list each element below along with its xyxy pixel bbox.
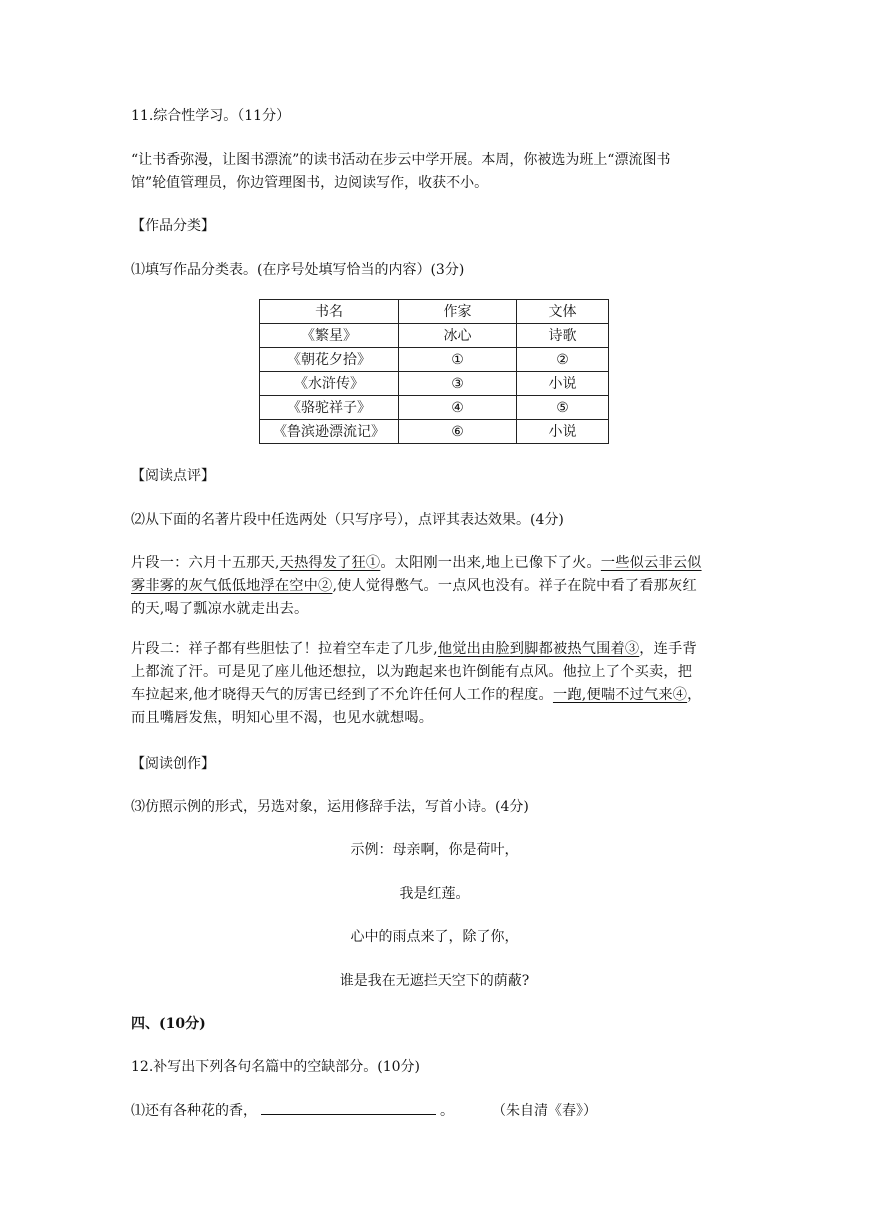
frag2-text: 上都流了汗。可是见了座儿他还想拉，以为跑起来也许倒能有点风。他拉上了个买卖，把 [131, 664, 693, 680]
table-cell: 小说 [517, 420, 609, 444]
header-cell: 书名 [260, 300, 399, 324]
section-classification: 【作品分类】 [131, 218, 215, 234]
poem-line: 我是红莲。 [399, 886, 470, 902]
fragment-two [131, 638, 741, 730]
section-reading-review: 【阅读点评】 [131, 468, 215, 484]
table-cell: ⑥ [399, 420, 517, 444]
item1-period: 。 [440, 1103, 454, 1119]
section-reading-creation: 【阅读创作】 [131, 756, 215, 772]
frag1-underline-2a: 一些似云非云似 [600, 555, 702, 571]
table-row [260, 372, 609, 396]
table-cell: 《鲁滨逊漂流记》 [260, 420, 399, 444]
table-row [260, 420, 609, 444]
table-cell: 小说 [517, 372, 609, 396]
table-cell: 《骆驼祥子》 [260, 396, 399, 420]
poem-line: 谁是我在无遮拦天空下的荫蔽? [339, 973, 530, 989]
table-row [260, 348, 609, 372]
frag1-text: 。太阳刚一出来,地上已像下了火。 [380, 555, 601, 571]
frag2-text: 片段二：祥子都有些胆怯了！拉着空车走了几步, [131, 641, 438, 657]
table-row [260, 324, 609, 348]
table-cell: ③ [399, 372, 517, 396]
fragment-one [131, 552, 741, 621]
table-cell: ⑤ [517, 396, 609, 420]
task3-instruction: ⑶仿照示例的形式，另选对象，运用修辞手法，写首小诗。(4分) [131, 799, 529, 815]
table-cell: 《繁星》 [260, 324, 399, 348]
frag1-underline-2b: 雾非雾的灰气低低地浮在空中② [131, 578, 333, 594]
poem-line: 心中的雨点来了，除了你， [350, 929, 519, 945]
classification-table [259, 299, 609, 444]
table-cell: 《水浒传》 [260, 372, 399, 396]
task2-instruction: ⑵从下面的名著片段中任选两处（只写序号），点评其表达效果。(4分) [131, 512, 564, 528]
table-cell: ④ [399, 396, 517, 420]
frag1-underline-1: 天热得发了狂① [279, 555, 381, 571]
q12-item1 [131, 1100, 597, 1121]
table-cell: ① [399, 348, 517, 372]
table-cell: 冰心 [399, 324, 517, 348]
frag1-text: ,使人觉得憋气。一点风也没有。祥子在院中看了看那灰红 [332, 578, 697, 594]
header-cell: 文体 [517, 300, 609, 324]
task1-instruction: ⑴填写作品分类表。(在序号处填写恰当的内容）(3分) [131, 262, 465, 278]
table-cell: 诗歌 [517, 324, 609, 348]
item1-source: （朱自清《春》） [492, 1103, 597, 1119]
frag2-underline-4: 一跑,便喘不过气来④ [552, 687, 688, 703]
item1-text: ⑴还有各种花的香， [131, 1103, 257, 1119]
frag2-text: 车拉起来,他才晓得天气的厉害已经到了不允许任何人工作的程度。 [131, 687, 553, 703]
frag1-text: 的天,喝了瓢凉水就走出去。 [131, 601, 309, 617]
frag2-text: 而且嘴唇发焦，明知心里不渴，也见水就想喝。 [131, 710, 434, 726]
table-cell: 《朝花夕拾》 [260, 348, 399, 372]
part4-heading: 四、(10分) [131, 1016, 206, 1032]
q12-title: 12.补写出下列各句名篇中的空缺部分。(10分) [131, 1059, 421, 1075]
table-cell: ② [517, 348, 609, 372]
answer-blank[interactable] [261, 1100, 436, 1115]
q11-intro-line2: 馆”轮值管理员，你边管理图书，边阅读写作，收获不小。 [131, 175, 489, 191]
frag1-text: 片段一：六月十五那天, [131, 555, 280, 571]
frag2-text: ，连手背 [639, 641, 697, 657]
header-cell: 作家 [399, 300, 517, 324]
table-header-row [260, 300, 609, 324]
table-row [260, 396, 609, 420]
q11-title: 11.综合性学习。（11分） [131, 108, 291, 124]
frag2-underline-3: 他觉出由脸到脚都被热气围着③ [437, 641, 640, 657]
poem-line: 示例：母亲啊，你是荷叶， [350, 842, 519, 858]
frag2-text: ， [687, 687, 702, 703]
q11-intro-line1: “让书香弥漫，让图书漂流”的读书活动在步云中学开展。本周，你被选为班上“漂流图书 [131, 152, 671, 168]
